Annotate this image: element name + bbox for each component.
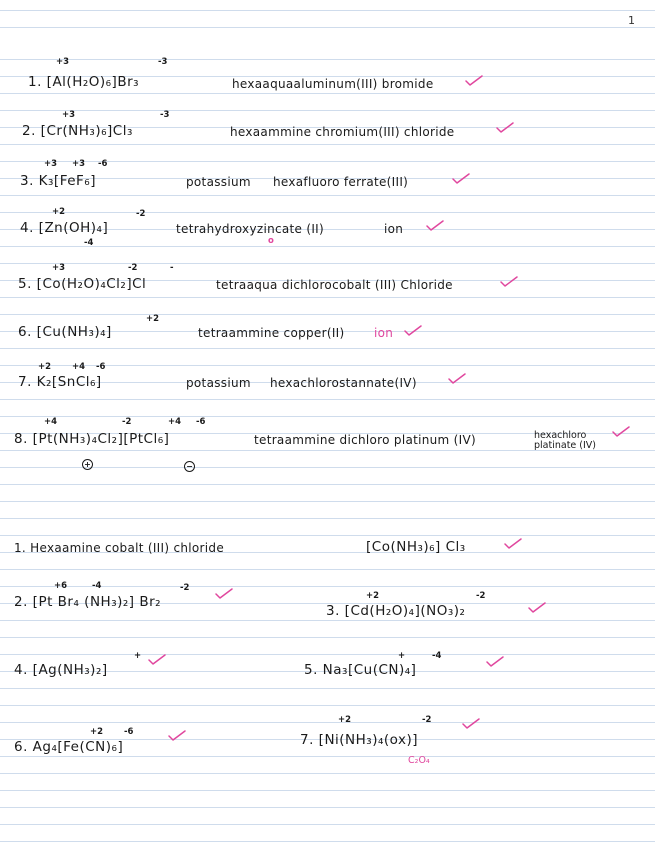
oxidation-state: -2 <box>476 591 486 601</box>
formula-7: 7. K₂[SnCl₆] <box>18 374 102 390</box>
check-icon <box>452 173 470 185</box>
formula-1: 1. [Al(H₂O)₆]Br₃ <box>28 74 140 90</box>
check-icon <box>496 122 514 134</box>
compound-name-7a: potassium <box>186 376 251 390</box>
oxidation-state: -6 <box>196 417 206 427</box>
check-icon <box>500 276 518 288</box>
question-6-formula: 6. Ag₄[Fe(CN)₆] <box>14 739 124 755</box>
oxidation-state: +3 <box>62 110 76 120</box>
oxidation-state: +4 <box>44 417 58 427</box>
formula-2: 2. [Cr(NH₃)₆]Cl₃ <box>22 123 133 139</box>
oxidation-state: +3 <box>56 57 70 67</box>
oxidation-state: +4 <box>72 362 86 372</box>
formula-3: 3. K₃[FeF₆] <box>20 173 96 189</box>
check-icon <box>486 656 504 668</box>
check-icon <box>404 325 422 337</box>
oxidation-state: -4 <box>432 651 442 661</box>
oxidation-state: -2 <box>128 263 138 273</box>
formula-5: 5. [Co(H₂O)₄Cl₂]Cl <box>18 276 147 292</box>
oxidation-state: +3 <box>44 159 58 169</box>
word-ion: ion <box>384 222 404 236</box>
compound-name-4: tetrahydroxyzincate (II) <box>176 222 324 236</box>
pink-correction: o <box>268 236 274 246</box>
formula-8: 8. [Pt(NH₃)₄Cl₂][PtCl₆] <box>14 431 170 447</box>
anion-sign: − <box>184 461 195 472</box>
check-icon <box>148 654 166 666</box>
oxidation-state: -2 <box>422 715 432 725</box>
charge: + <box>134 651 142 661</box>
oxidation-state: -3 <box>160 110 170 120</box>
compound-name-3b: hexafluoro ferrate(III) <box>273 175 409 189</box>
check-icon <box>528 602 546 614</box>
oxidation-state: + <box>398 651 406 661</box>
oxidation-state: +2 <box>52 207 66 217</box>
oxalate-note: C₂O₄ <box>408 755 430 766</box>
formula-4: 4. [Zn(OH)₄] <box>20 220 109 236</box>
cation-sign: + <box>82 459 93 470</box>
oxidation-state: +3 <box>52 263 66 273</box>
question-5-formula: 5. Na₃[Cu(CN)₄] <box>304 662 417 678</box>
oxidation-state: - <box>170 263 174 273</box>
charge: +2 <box>146 314 160 324</box>
compound-name-1: hexaaquaaluminum(III) bromide <box>232 77 434 91</box>
oxidation-state: -6 <box>124 727 134 737</box>
page-number: 1 <box>628 14 635 27</box>
compound-name-5: tetraaqua dichlorocobalt (III) Chloride <box>216 278 453 292</box>
oxidation-state: -4 <box>84 238 94 248</box>
oxidation-state: -6 <box>98 159 108 169</box>
oxidation-state: -2 <box>122 417 132 427</box>
question-1-name: 1. Hexaamine cobalt (III) chloride <box>14 541 224 555</box>
compound-name-3a: potassium <box>186 175 251 189</box>
check-icon <box>462 718 480 730</box>
compound-name-2: hexaammine chromium(III) chloride <box>230 125 455 139</box>
check-icon <box>504 538 522 550</box>
check-icon <box>215 588 233 600</box>
question-3-formula: 3. [Cd(H₂O)₄](NO₃)₂ <box>326 603 466 619</box>
oxidation-state: +2 <box>366 591 380 601</box>
pink-word-ion: ion <box>374 326 394 340</box>
check-icon <box>426 220 444 232</box>
check-icon <box>465 75 483 87</box>
check-icon <box>612 426 630 438</box>
oxidation-state: +2 <box>38 362 52 372</box>
question-1-formula: [Co(NH₃)₆] Cl₃ <box>366 539 466 555</box>
question-4-formula: 4. [Ag(NH₃)₂] <box>14 662 108 678</box>
oxidation-state: -6 <box>96 362 106 372</box>
oxidation-state: +6 <box>54 581 68 591</box>
oxidation-state: -3 <box>158 57 168 67</box>
check-icon <box>448 373 466 385</box>
check-icon <box>168 730 186 742</box>
compound-name-6: tetraammine copper(II) <box>198 326 345 340</box>
charge: -2 <box>136 209 146 219</box>
question-7-formula: 7. [Ni(NH₃)₄(ox)] <box>300 732 419 748</box>
oxidation-state: +4 <box>168 417 182 427</box>
question-2-formula: 2. [Pt Br₄ (NH₃)₂] Br₂ <box>14 594 162 610</box>
oxidation-state: -4 <box>92 581 102 591</box>
oxidation-state: +2 <box>90 727 104 737</box>
compound-name-7b: hexachlorostannate(IV) <box>270 376 417 390</box>
oxidation-state: -2 <box>180 583 190 593</box>
compound-name-8b: hexachloro platinate (IV) <box>534 430 597 451</box>
compound-name-8: tetraammine dichloro platinum (IV) <box>254 433 476 447</box>
oxidation-state: +3 <box>72 159 86 169</box>
oxidation-state: +2 <box>338 715 352 725</box>
formula-6: 6. [Cu(NH₃)₄] <box>18 324 112 340</box>
